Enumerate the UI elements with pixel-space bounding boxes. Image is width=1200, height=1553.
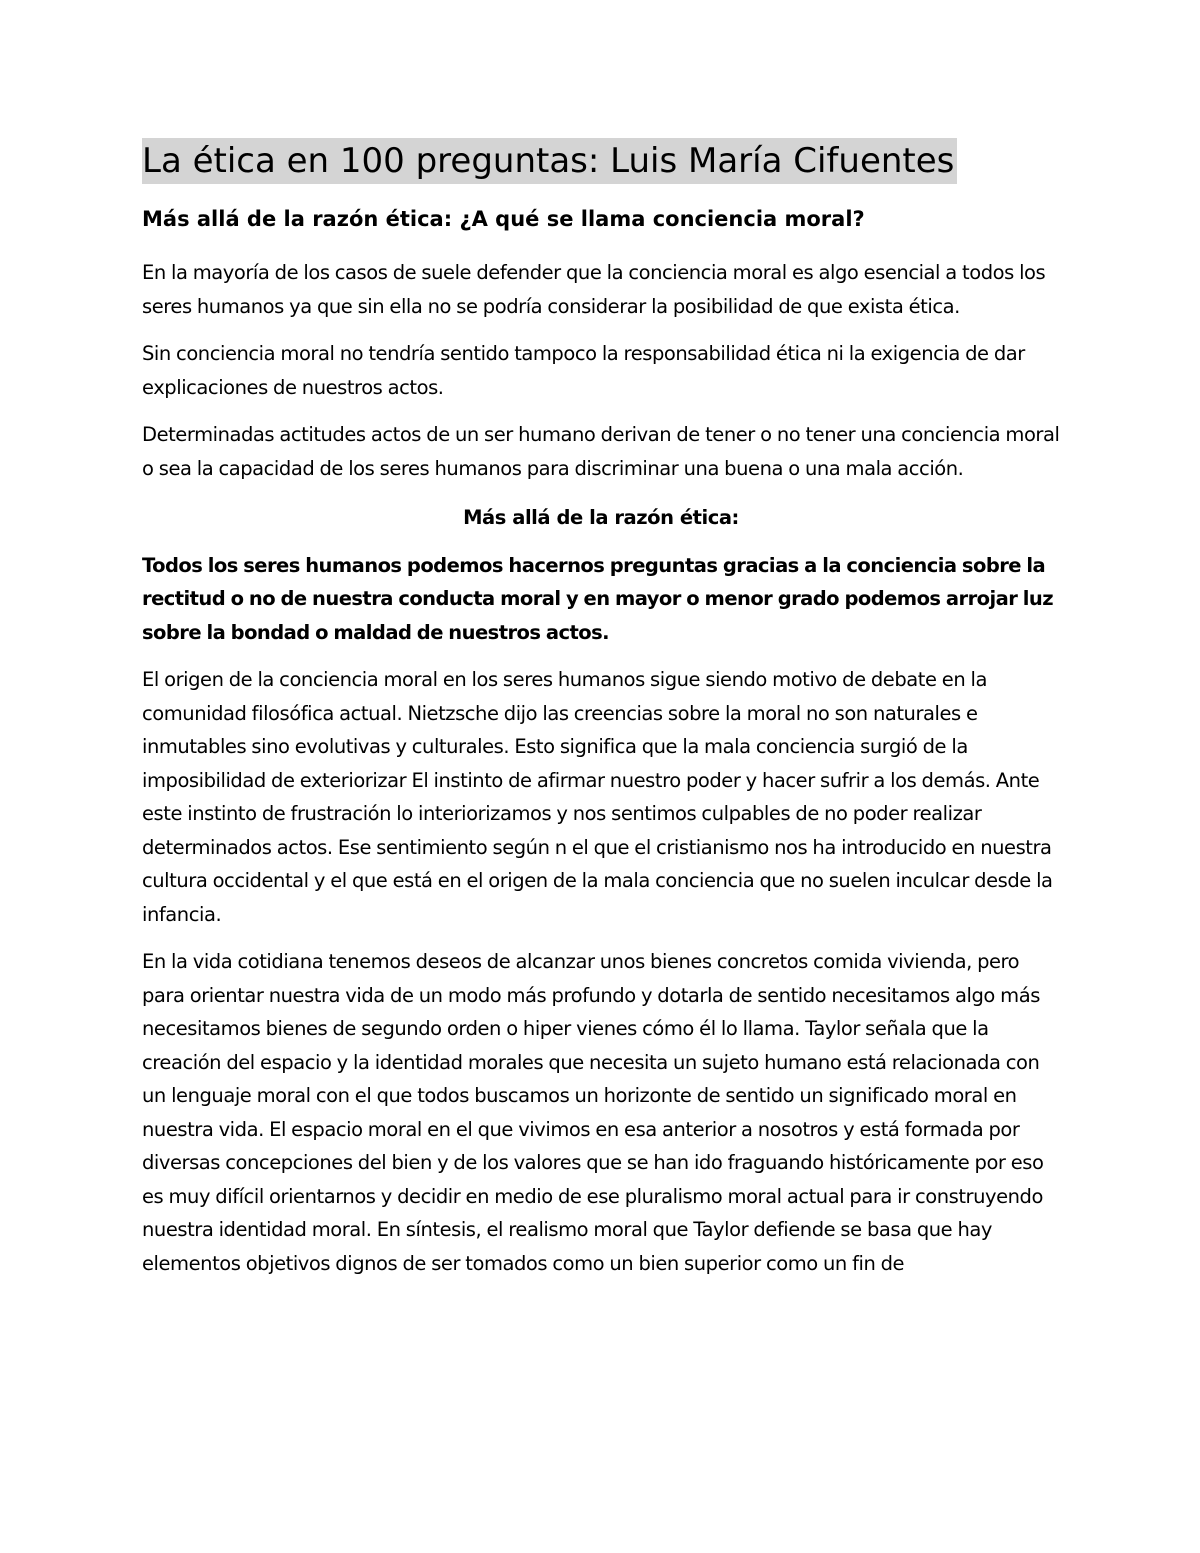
paragraph: Sin conciencia moral no tendría sentido tampoco la responsabilidad ética ni la exigencia de dar explicaciones de nuestros actos. bbox=[142, 342, 1025, 399]
document-title: La ética en 100 preguntas: Luis María Cifuentes bbox=[142, 138, 957, 184]
paragraph: Determinadas actitudes actos de un ser humano derivan de tener o no tener una conciencia moral o sea la capacidad de los seres humanos para discriminar una buena o una mala acción. bbox=[142, 423, 1060, 480]
paragraph: En la vida cotidiana tenemos deseos de alcanzar unos bienes concretos comida vivienda, pero para orientar nuestra vida de un modo más profundo y dotarla de sentido necesitamos algo más necesitamos bienes de segundo orden o hiper vienes cómo él lo llama. Taylor señala que la creación del espacio y la identidad morales que necesita un sujeto humano está relacionada con un lenguaje moral con el que todos buscamos un horizonte de sentido un significado moral en nuestra vida. El espacio moral en el que vivimos en esa anterior a nosotros y está formada por diversas concepciones del bien y de los valores que se han ido fraguando históricamente por eso es muy difícil orientarnos y decidir en medio de ese pluralismo moral actual para ir construyendo nuestra identidad moral. En síntesis, el realismo moral que Taylor defiende se basa que hay elementos objetivos dignos de ser tomados como un bien superior como un fin de bbox=[142, 950, 1044, 1275]
paragraph: En la mayoría de los casos de suele defender que la conciencia moral es algo esencial a todos los seres humanos ya que sin ella no se podría considerar la posibilidad de que exista ética. bbox=[142, 261, 1046, 318]
document-body bbox=[142, 138, 1060, 1280]
centered-subheading: Más allá de la razón ética: bbox=[463, 506, 739, 529]
bold-paragraph: Todos los seres humanos podemos hacernos preguntas gracias a la conciencia sobre la rectitud o no de nuestra conducta moral y en mayor o menor grado podemos arrojar luz sobre la bondad o maldad de nuestros actos. bbox=[142, 553, 1054, 644]
section-heading: Más allá de la razón ética: ¿A qué se llama conciencia moral? bbox=[142, 207, 865, 231]
paragraph: El origen de la conciencia moral en los seres humanos sigue siendo motivo de debate en la comunidad filosófica actual. Nietzsche dijo las creencias sobre la moral no son naturales e inmutables sino evolutivas y culturales. Esto significa que la mala conciencia surgió de la imposibilidad de exteriorizar El instinto de afirmar nuestro poder y hacer sufrir a los demás. Ante este instinto de frustración lo interiorizamos y nos sentimos culpables de no poder realizar determinados actos. Ese sentimiento según n el que el cristianismo nos ha introducido en nuestra cultura occidental y el que está en el origen de la mala conciencia que no suelen inculcar desde la infancia. bbox=[142, 668, 1053, 926]
